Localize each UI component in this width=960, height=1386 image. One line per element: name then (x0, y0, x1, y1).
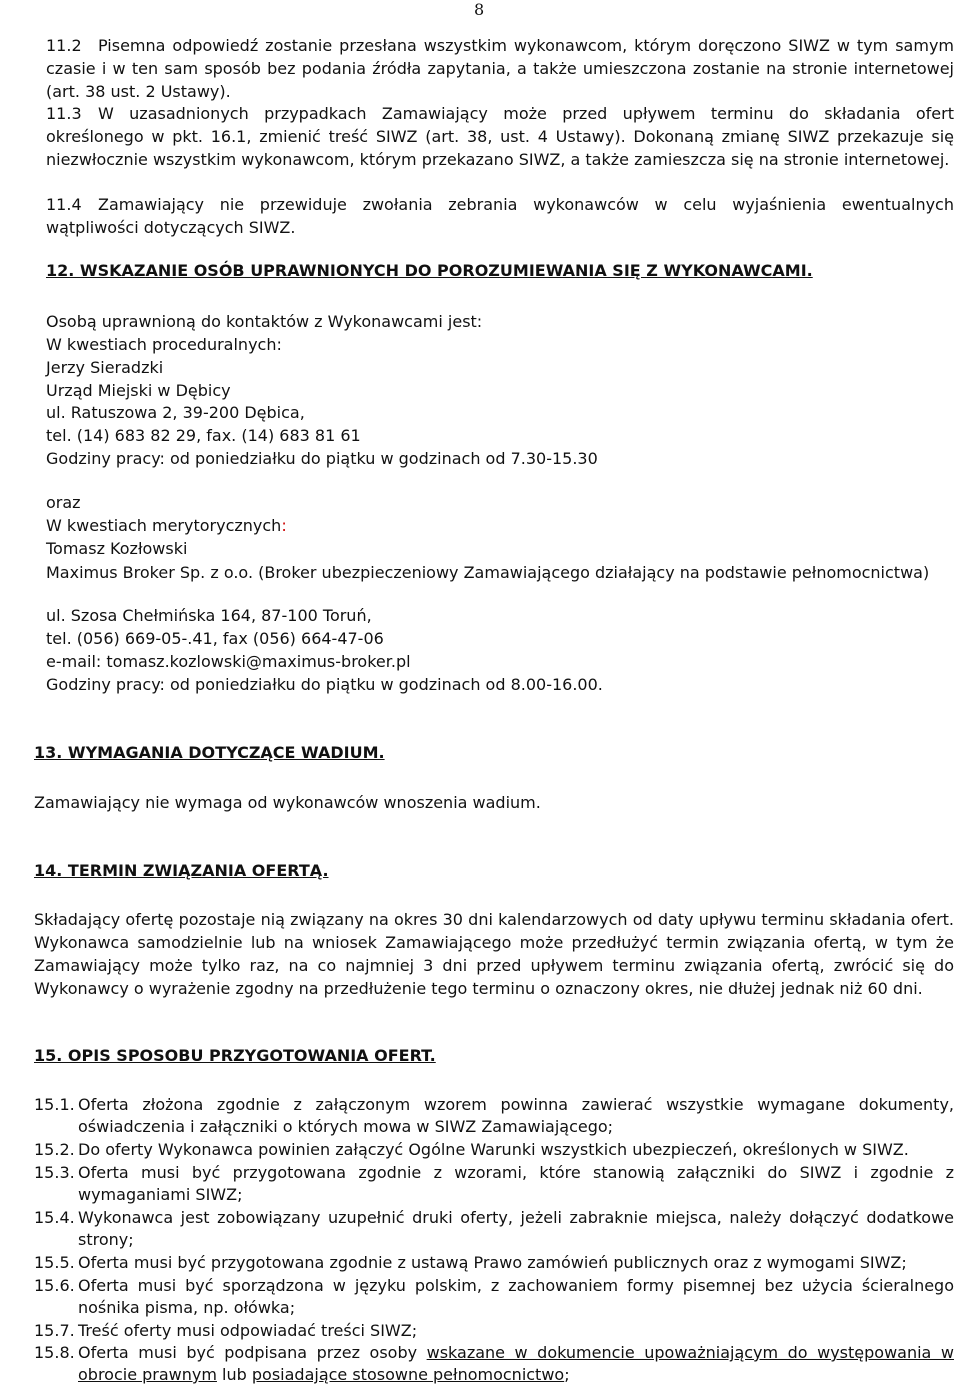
broker-text: Maximus Broker Sp. z o.o. (Broker ubezpieczeniowy Zamawiającego działający na podstawie pełnomocnictwa) (46, 563, 930, 582)
sec11-text: Zamawiający nie przewiduje zwołania zebrania wykonawców w celu wyjaśnienia ewentualnych wątpliwości dotyczących SIWZ. (46, 195, 954, 237)
contact-line: tel. (056) 669-05-.41, fax (056) 664-47-06 (46, 629, 384, 648)
sec11-text: W uzasadnionych przypadkach Zamawiający może przed upływem terminu do składania ofert określonego w pkt. 16.1, zmienić treść SIWZ (art. 38, ust. 4 Ustawy). Dokonaną zmianę SIWZ przekazuje się niezwłocznie wszystkim wykonawcom, którym przekazano SIWZ, a także zamieszcza się na stronie internetowej. (46, 104, 954, 169)
sec14-heading: 14. TERMIN ZWIĄZANIA OFERTĄ. (34, 861, 329, 880)
sec15-item (34, 1162, 954, 1206)
sec14-text: Składający ofertę pozostaje nią związany na okres 30 dni kalendarzowych od daty upływu terminu składania ofert. Wykonawca samodzielnie lub na wniosek Zamawiającego może przedłużyć termin związania ofertą, w tym że Zamawiający może tylko raz, na co najmniej 3 dni przed upływem terminu związania ofertą, zwrócić się do Wykonawcy o wyrażenie zgodny na przedłużenie tego terminu o oznaczony okres, nie dłużej jednak niż 60 dni. (34, 910, 954, 998)
item-text: Oferta musi być przygotowana zgodnie z ustawą Prawo zamówień publicznych oraz z wymogami SIWZ; (78, 1253, 907, 1272)
email-line: e-mail: tomasz.kozlowski@maximus-broker.pl (46, 652, 411, 671)
sec11-text: Pisemna odpowiedź zostanie przesłana wszystkim wykonawcom, którym doręczono SIWZ w tym samym czasie i w ten sam sposób bez podania źródła zapytania, a także umieszczona zostanie na stronie internetowej (art. 38 ust. 2 Ustawy). (46, 36, 954, 101)
contact-person: Tomasz Kozłowski (46, 539, 188, 558)
sec11-item-2 (46, 34, 954, 103)
sec15-item (34, 1094, 954, 1138)
item-num: 15.1. (34, 1095, 75, 1114)
page-number: 8 (474, 0, 485, 19)
item-text: Do oferty Wykonawca powinien załączyć Ogólne Warunki wszystkich ubezpieczeń, określonych w SIWZ. (78, 1140, 909, 1159)
item-text: Oferta musi być sporządzona w języku polskim, z zachowaniem formy pisemnej bez użycia ścieralnego nośnika pisma, np. ołówka; (78, 1276, 954, 1317)
item-num: 15.8. (34, 1343, 75, 1362)
item-text (78, 1342, 954, 1386)
item8-underlined-1: wskazane w dokumencie upoważniającym do występowania w obrocie prawnym (78, 1343, 954, 1384)
sec11-item-4 (46, 193, 954, 239)
sec15-item (34, 1207, 954, 1251)
sec15-heading: 15. OPIS SPOSOBU PRZYGOTOWANIA OFERT. (34, 1046, 436, 1065)
item8-text-3: ; (564, 1365, 570, 1384)
item-text: Oferta złożona zgodnie z załączonym wzorem powinna zawierać wszystkie wymagane dokumenty, oświadczenia i załączniki o których mowa w SIWZ Zamawiającego; (78, 1095, 954, 1136)
contact-line: Godziny pracy: od poniedziałku do piątku w godzinach od 7.30-15.30 (46, 449, 598, 468)
sec15-item (34, 1139, 954, 1161)
contact-line: ul. Ratuszowa 2, 39-200 Dębica, (46, 403, 305, 422)
contact-line: Jerzy Sieradzki (46, 358, 164, 377)
sec11-num: 11.3 (46, 104, 82, 123)
item-text: Wykonawca jest zobowiązany uzupełnić druki oferty, jeżeli zabraknie miejsca, należy dołączyć dodatkowe strony; (78, 1208, 954, 1249)
item-num: 15.7. (34, 1321, 75, 1340)
sec13-heading: 13. WYMAGANIA DOTYCZĄCE WADIUM. (34, 743, 385, 762)
sec11-num: 11.2 (46, 36, 82, 55)
sec11-item-3 (46, 102, 954, 171)
sec11-num: 11.4 (46, 195, 82, 214)
contact-line: ul. Szosa Chełmińska 164, 87-100 Toruń, (46, 606, 372, 625)
sec15-item (34, 1252, 954, 1274)
merit-colon: : (281, 516, 287, 535)
item-num: 15.5. (34, 1253, 75, 1272)
contact-line: Godziny pracy: od poniedziałku do piątku w godzinach od 8.00-16.00. (46, 675, 603, 694)
contact-line: W kwestiach proceduralnych: (46, 335, 282, 354)
contact-line: Osobą uprawnioną do kontaktów z Wykonawcami jest: (46, 312, 483, 331)
merit-label: W kwestiach merytorycznych (46, 516, 282, 535)
item-text: Oferta musi być przygotowana zgodnie z wzorami, które stanowią załączniki do SIWZ i zgodnie z wymaganiami SIWZ; (78, 1163, 954, 1204)
contact-line: Urząd Miejski w Dębicy (46, 381, 231, 400)
item8-text-1: Oferta musi być podpisana przez osoby (78, 1343, 427, 1362)
item8-text-2: lub (216, 1365, 252, 1384)
item-num: 15.6. (34, 1276, 75, 1295)
contact-line: tel. (14) 683 82 29, fax. (14) 683 81 61 (46, 426, 361, 445)
item8-underlined-2: posiadające stosowne pełnomocnictwo (251, 1365, 565, 1384)
sec15-item (34, 1275, 954, 1319)
item-num: 15.2. (34, 1140, 75, 1159)
oraz-text: oraz (46, 493, 81, 512)
sec15-item (34, 1342, 954, 1386)
sec15-item (34, 1320, 954, 1342)
merit-line (46, 515, 287, 537)
item-num: 15.3. (34, 1163, 75, 1182)
item-num: 15.4. (34, 1208, 75, 1227)
sec13-text: Zamawiający nie wymaga od wykonawców wnoszenia wadium. (34, 793, 541, 812)
item-text: Treść oferty musi odpowiadać treści SIWZ; (78, 1321, 418, 1340)
sec12-heading: 12. WSKAZANIE OSÓB UPRAWNIONYCH DO POROZUMIEWANIA SIĘ Z WYKONAWCAMI. (46, 261, 813, 280)
